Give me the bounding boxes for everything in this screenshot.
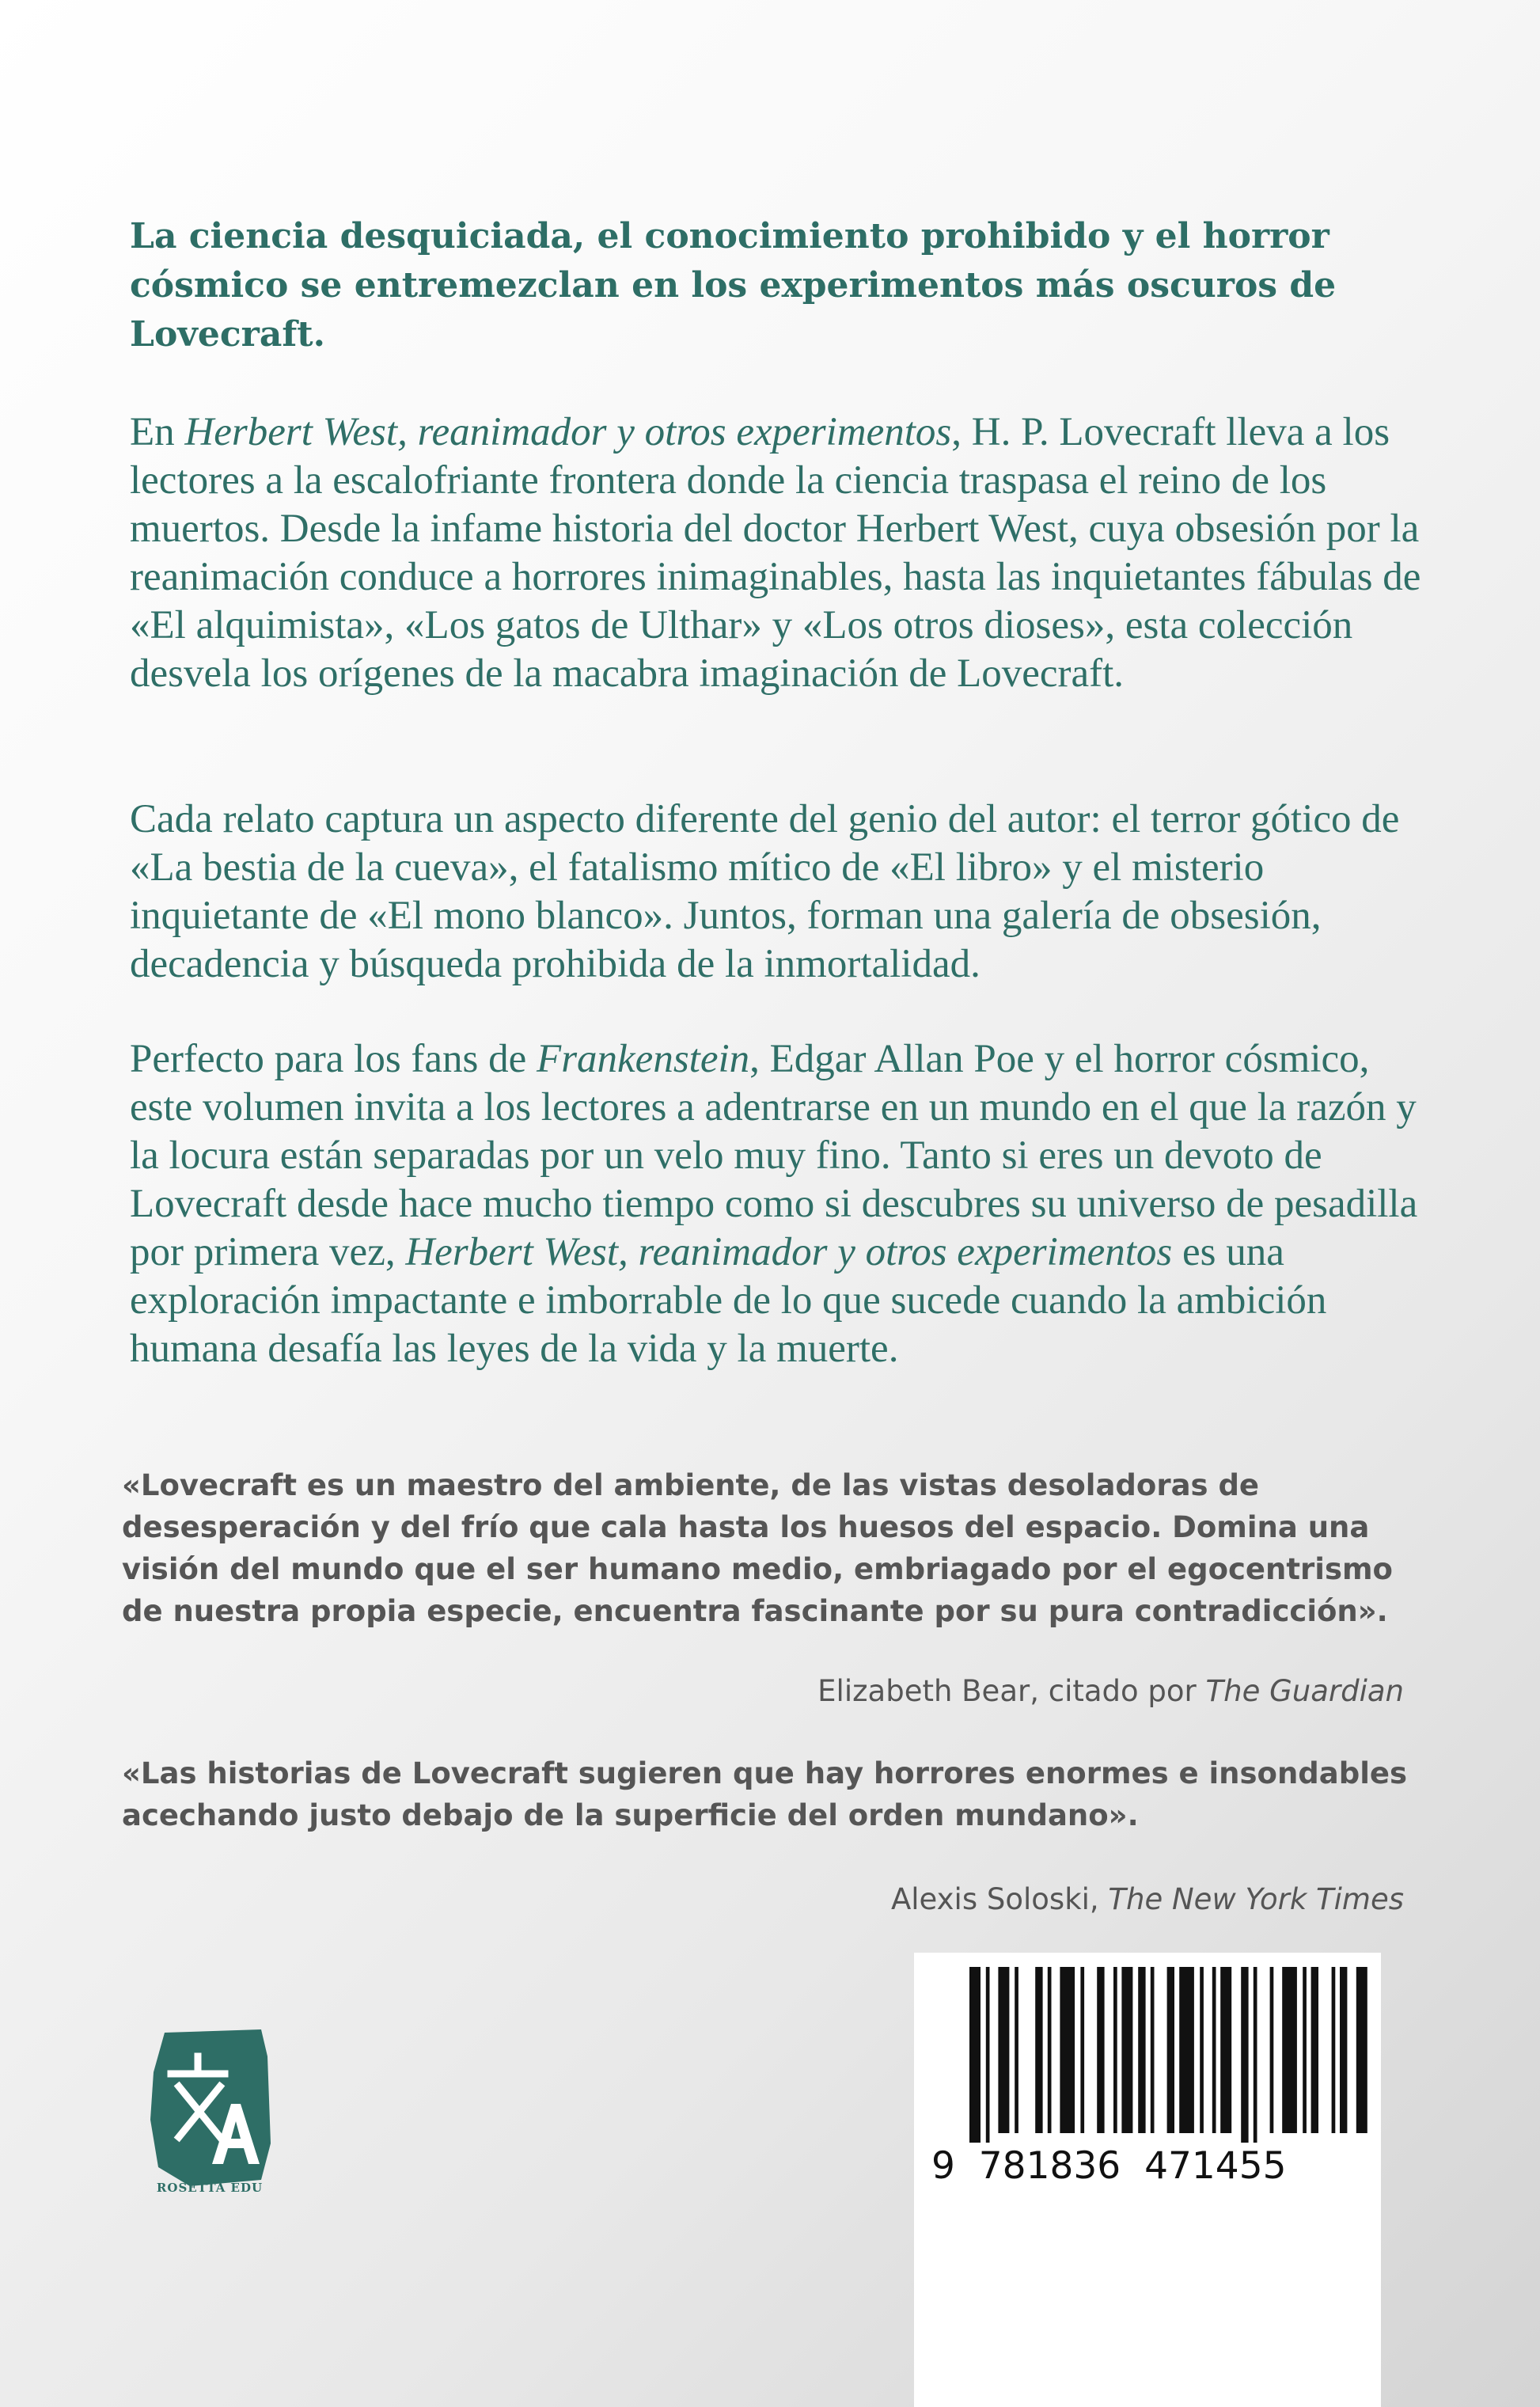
barcode-bar [1282,1967,1297,2133]
isbn-digits: 9 781836 471455 [931,2144,1287,2188]
source-italic: The New York Times [1108,1882,1404,1916]
barcode-bars [914,1953,1381,2143]
book-title-italic: Herbert West, reanimador y otros experimentos [184,410,952,454]
barcode-bar [1311,1967,1318,2133]
barcode-bar [1340,1967,1347,2133]
barcode-bar [1270,1967,1274,2133]
frankenstein-italic: Frankenstein [537,1037,750,1081]
barcode-bar [1060,1967,1075,2133]
barcode-bar [1035,1967,1042,2133]
review-attribution-1: Elizabeth Bear, citado por The Guardian [817,1674,1404,1708]
review-attribution-2: Alexis Soloski, The New York Times [890,1882,1404,1916]
barcode-bar [998,1967,1009,2133]
barcode-bar [1121,1967,1132,2133]
publisher-logo-icon [142,2025,277,2191]
isbn-barcode [914,1953,1381,2407]
barcode-bar [1241,1967,1248,2143]
barcode-bar [1220,1967,1231,2133]
barcode-bar [1151,1967,1155,2133]
barcode-bar [986,1967,990,2143]
barcode-bar [1356,1967,1367,2133]
barcode-bar [1015,1967,1018,2133]
description-paragraph-2: Cada relato captura un aspecto diferente del genio del autor: el terror gótico de «La bestia de la cueva», el fatalismo mítico de «El libro» y el misterio inquietante de «El mono blanco». Juntos, forman una galería de obsesión, decadencia y búsqueda prohibida de la inmortalidad. [130,797,1400,986]
barcode-bar [1048,1967,1052,2133]
barcode-bar [969,1967,981,2143]
barcode-bar [1167,1967,1174,2133]
barcode-bar [1179,1967,1194,2133]
description-paragraph-1: En Herbert West, reanimador y otros experimentos, H. P. Lovecraft lleva a los lectores a la escalofriante frontera donde la ciencia traspasa el reino de los muertos. Desde la infame historia del doctor Herbert West, cuya obsesión por la reanimación conduce a horrores inimaginables, hasta las inquietantes fábulas de «El alquimista», «Los gatos de Ulthar» y «Los otros dioses», esta colección desvela los orígenes de la macabra imaginación de Lovecraft. [130,410,1421,696]
barcode-bar [1097,1967,1104,2133]
source-italic: The Guardian [1205,1674,1404,1708]
barcode-bar [1080,1967,1084,2133]
barcode-bar [1138,1967,1145,2133]
barcode-bar [1113,1967,1117,2133]
barcode-bar [1254,1967,1257,2143]
review-quote-1: «Lovecraft es un maestro del ambiente, de las vistas desoladoras de desesperación y del frío que cala hasta los huesos del espacio. Domina una visión del mundo que el ser humano medio, embriagado por el egocentrismo de nuestra propia especie, encuentra fascinante por su pura contradicción». [122,1468,1393,1628]
barcode-bar [1332,1967,1336,2133]
headline: La ciencia desquiciada, el conocimiento prohibido y el horror cósmico se entremezclan en los experimentos más oscuros de Lovecraft. [130,216,1337,355]
book-title-italic: Herbert West, reanimador y otros experimentos [405,1230,1173,1274]
barcode-bar [1200,1967,1204,2133]
review-quote-2: «Las historias de Lovecraft sugieren que hay horrores enormes e insondables acechando justo debajo de la superficie del orden mundano». [122,1756,1408,1832]
barcode-bar [1212,1967,1216,2133]
publisher-name: ROSETTA EDU [156,2181,264,2195]
description-paragraph-3: Perfecto para los fans de Frankenstein, Edgar Allan Poe y el horror cósmico, este volumen invita a los lectores a adentrarse en un mundo en el que la razón y la locura están separadas por un velo muy fino. Tanto si eres un devoto de Lovecraft desde hace mucho tiempo como si descubres su universo de pesadilla por primera vez, Herbert West, reanimador y otros experimentos es una exploración impactante e imborrable de lo que sucede cuando la ambición humana desafía las leyes de la vida y la muerte. [130,1037,1418,1371]
barcode-bar [1303,1967,1307,2133]
